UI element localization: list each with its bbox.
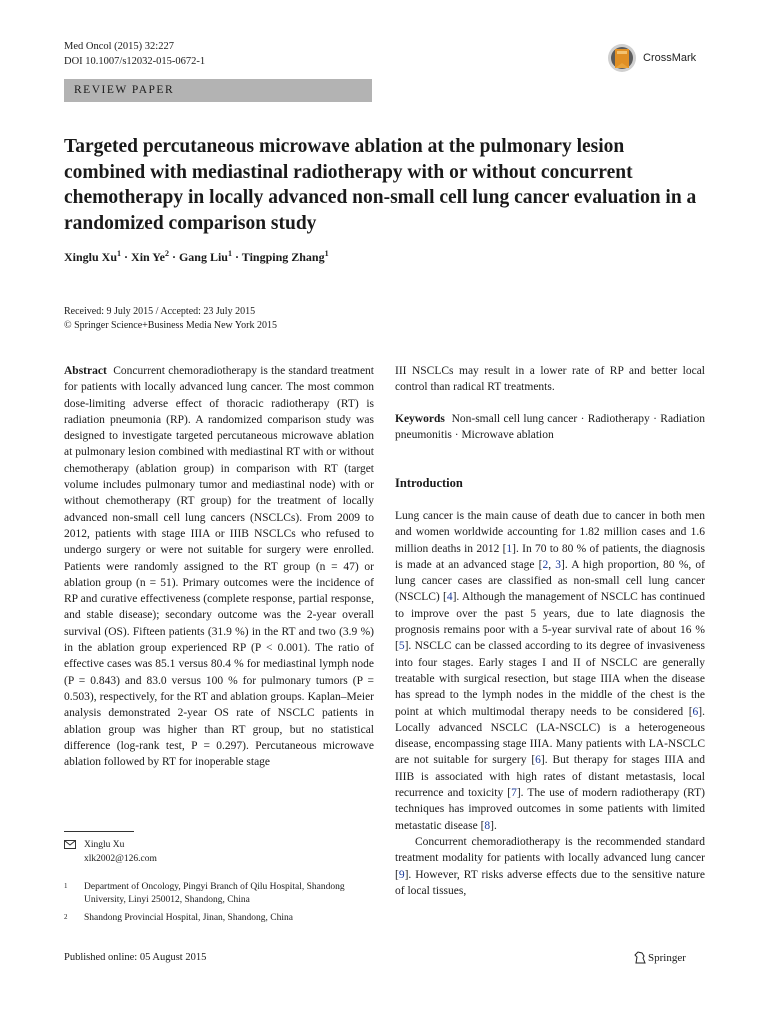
abstract <box>64 363 374 770</box>
author-name[interactable]: Xin Ye <box>131 250 165 264</box>
crossmark-label: CrossMark <box>643 52 697 64</box>
affiliation-number: 2 <box>64 913 68 921</box>
author-name[interactable]: Gang Liu <box>178 250 228 264</box>
crossmark-badge[interactable] <box>607 38 712 78</box>
affiliation-text: Department of Oncology, Pingyi Branch of Qilu Hospital, Shandong University, Linyi 250012, Shandong, China <box>84 882 345 905</box>
author-affiliation-marker: 1 <box>117 249 122 258</box>
keywords-text: Non-small cell lung cancer · Radiotherapy · Radiation pneumonitis · Microwave ablation <box>395 413 705 442</box>
envelope-icon <box>64 840 76 854</box>
corresponding-author-email[interactable]: xlk2002@126.com <box>84 854 157 864</box>
author-name[interactable]: Xinglu Xu <box>64 250 118 264</box>
article-type-banner <box>64 79 372 102</box>
citation-link[interactable]: 6 <box>535 754 541 767</box>
affiliation-text: Shandong Provincial Hospital, Jinan, Shandong, China <box>84 913 293 923</box>
keywords-label: Keywords <box>395 413 445 425</box>
citation-link[interactable]: 1 <box>506 542 513 555</box>
citation-link[interactable]: 4 <box>446 591 453 604</box>
article-title: Targeted percutaneous microwave ablation at the pulmonary lesion combined with mediastinal radiotherapy with or without concurrent chemotherapy in locally advanced non-small cell lung cancer evaluation in a randomized comparison study <box>64 136 697 234</box>
author-list: Xinglu $Xu^1$ · Xin $Ye^2$ · Gang Liu$^1$ · Tingping Zhang$^1$ <box>64 249 329 264</box>
citation-link[interactable]: 6 <box>692 705 699 718</box>
intro-paragraph: Lung cancer is the main cause of death due to cancer in both men and women worldwide accounting for 1.82 million cases and 1.6 million deaths in 2012 [1]. In 70 to 80 % of patients, the diagnosis is made at an advanced stage [2, 3]. A high proportion, 80 %, of lung cancer cases are classified as non-small cell lung cancer (NSCLC) [4]. Although the management of NSCLC has continued to improve over the past 5 years, due to late diagnosis the prognosis remains poor with a 5-year survival rate of about 16 % [5]. NSCLC can be classed according to its degree of invasiveness into four stages. Early stages I and II of NSCLC are generally treatable with surgical resection, but stage IIIA when the disease has spread to the lymph nodes in the middle of the chest is the point at which multimodal therapy needs to be considered [6]. Locally advanced NSCLC (LA-NSCLC) is a heterogeneous disease, encompassing stage IIIA. Many patients with LA-NSCLC are not suitable for surgery [6]. But therapy for stages IIIA and IIIB is associated with high rates of distant metastasis, local recurrence and toxicity [7]. The use of modern radiotherapy (RT) techniques has improved outcomes in some patients with limited metastatic disease [8]. <box>395 510 706 832</box>
abstract-label: Abstract <box>64 365 107 377</box>
crossmark-icon <box>607 38 637 78</box>
citation-link[interactable]: 5 <box>398 640 405 653</box>
affiliation-number: 1 <box>64 882 68 890</box>
published-online-date: Published online: 05 August 2015 <box>64 952 207 963</box>
author-affiliation-marker: 2 <box>164 249 169 258</box>
section-heading-introduction: Introduction <box>395 476 463 490</box>
citation-link[interactable]: 3 <box>555 558 561 571</box>
publisher-name: Springer <box>648 952 686 964</box>
copyright-line: © Springer Science+Business Media New York 2015 <box>64 320 277 331</box>
abstract-text: Concurrent chemoradiotherapy is the standard treatment for patients with locally advanced lung cancer. The most common dose-limiting adverse effect of thoracic radiotherapy (RT) is radiation pneumonia (RP). A randomized comparison study was designed to investigate targeted percutaneous microwave ablation at pulmonary lesion combined with mediastinal RT with or without chemotherapy (ablation group) in comparison with RT (target volume includes pulmonary tumor and mediastinal node) with or without chemotherapy (RT group) for the treatment of locally advanced non-small cell lung cancers (NSCLCs). From 2009 to 2012, patients with stage IIIA or IIIB NSCLCs who refused to undergo surgery or were not suitable for surgery were enrolled. Patients were randomly assigned to the RT group (n = 47) or ablation group (n = 51). Primary outcomes were the incidence of RP and curative effectiveness (complete response, partial response, and stable disease); secondary outcome was the 2-year overall survival (OS). Fifteen patients (31.9 %) in the RT and two (3.9 %) in the ablation group experienced RP (P < 0.001). The ratio of effective cases was 85.1 versus 80.4 % for mediastinal lymph node (P = 0.843) and 83.0 versus 100 % for pulmonary tumors (P = 0.503), respectively, for the RT and ablation groups. Kaplan–Meier analysis demonstrated 2-year OS rate of NSCLC patients in ablation group was higher than RT group, but no statistical difference (log-rank test, P = 0.297). Percutaneous microwave ablation followed by RT for inoperable stage <box>64 365 375 769</box>
introduction-body <box>395 508 705 899</box>
received-accepted-dates: Received: 9 July 2015 / Accepted: 23 July 2015 <box>64 306 256 317</box>
article-type-label: REVIEW PAPER <box>74 84 175 96</box>
citation-link[interactable]: 8 <box>484 819 491 832</box>
journal-citation: Med Oncol (2015) 32:227 <box>64 41 174 52</box>
citation-link[interactable]: 2 <box>542 558 549 571</box>
author-affiliation-marker: 1 <box>227 249 232 258</box>
keywords <box>395 411 705 444</box>
author-affiliation-marker: 1 <box>324 249 329 258</box>
corresponding-author-name: Xinglu Xu <box>84 840 125 850</box>
doi-link[interactable]: DOI 10.1007/s12032-015-0672-1 <box>64 56 206 67</box>
abstract-continuation: III NSCLCs may result in a lower rate of RP and better local control than radical RT treatments. <box>395 365 705 394</box>
citation-link[interactable]: 7 <box>511 787 517 800</box>
author-name[interactable]: Tingping Zhang <box>241 250 325 264</box>
springer-horse-icon <box>634 951 646 969</box>
intro-paragraph: Concurrent chemoradiotherapy is the recommended standard treatment modality for patients with locally advanced lung cancer [9]. However, RT risks adverse effects due to the sensitive nature of local tissues, <box>395 835 705 897</box>
citation-link[interactable]: 9 <box>398 868 405 881</box>
footnote-divider <box>64 831 134 832</box>
